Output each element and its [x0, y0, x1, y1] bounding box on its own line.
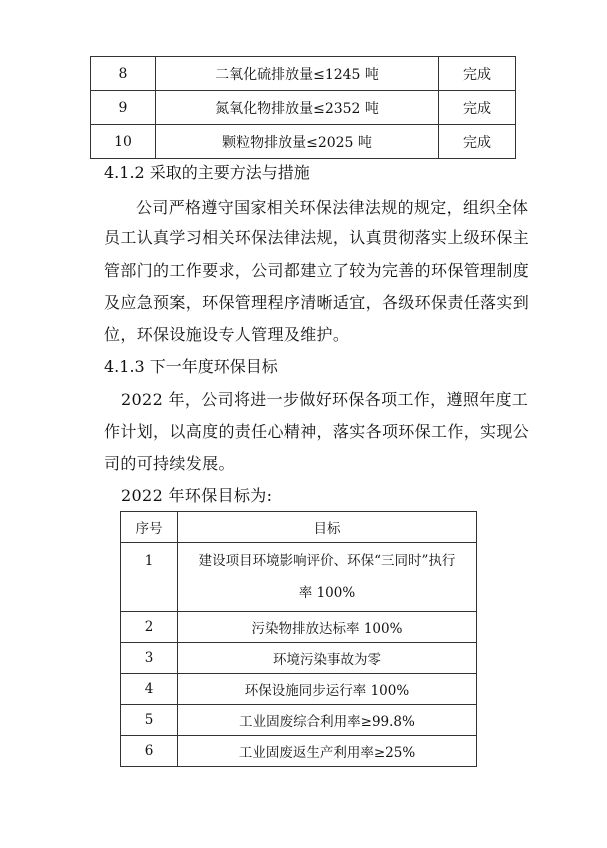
column-header-number: 序号	[121, 512, 178, 543]
table-row	[121, 736, 477, 767]
section-heading-4-1-3: 4.1.3 下一年度环保目标	[104, 357, 278, 376]
row-status: 完成	[439, 57, 516, 91]
table-row	[121, 643, 477, 674]
table-row	[121, 705, 477, 736]
paragraph-line: 司的可持续发展。	[104, 454, 235, 473]
goals-table	[120, 511, 477, 767]
paragraph-line: 及应急预案，环保管理程序清晰适宜，各级环保责任落实到	[104, 293, 530, 312]
row-number: 1	[121, 543, 178, 612]
table-row	[91, 125, 516, 159]
paragraph-line: 位，环保设施设专人管理及维护。	[104, 325, 350, 344]
table-header-row	[121, 512, 477, 543]
row-status: 完成	[439, 91, 516, 125]
row-number: 4	[121, 674, 178, 705]
paragraph-line: 管部门的工作要求，公司都建立了较为完善的环保管理制度	[104, 261, 530, 280]
row-number: 6	[121, 736, 178, 767]
row-goal: 环保设施同步运行率 100%	[178, 674, 477, 705]
section-heading-4-1-2: 4.1.2 采取的主要方法与措施	[104, 163, 310, 182]
row-number: 10	[91, 125, 156, 159]
row-goal: 工业固废返生产利用率≥25%	[178, 736, 477, 767]
row-goal-line: 率 100%	[298, 585, 356, 601]
table-row	[121, 674, 477, 705]
paragraph-line: 员工认真学习相关环保法律法规，认真贯彻落实上级环保主	[104, 228, 530, 247]
row-goal	[178, 543, 477, 612]
column-header-goal: 目标	[178, 512, 477, 543]
goals-intro: 2022 年环保目标为:	[121, 486, 273, 505]
row-number: 5	[121, 705, 178, 736]
paragraph-line: 公司严格遵守国家相关环保法律法规的规定，组织全体	[136, 198, 529, 217]
row-number: 2	[121, 612, 178, 643]
table-row	[121, 612, 477, 643]
row-number: 9	[91, 91, 156, 125]
row-goal: 污染物排放达标率 100%	[178, 612, 477, 643]
row-number: 3	[121, 643, 178, 674]
row-item: 二氧化硫排放量≤1245 吨	[156, 57, 439, 91]
row-item: 颗粒物排放量≤2025 吨	[156, 125, 439, 159]
paragraph-line: 作计划，以高度的责任心精神，落实各项环保工作，实现公	[104, 422, 530, 441]
table-row	[91, 57, 516, 91]
row-number: 8	[91, 57, 156, 91]
table-row	[121, 543, 477, 612]
row-status: 完成	[439, 125, 516, 159]
row-goal: 工业固废综合利用率≥99.8%	[178, 705, 477, 736]
results-table	[90, 56, 516, 159]
row-goal: 环境污染事故为零	[178, 643, 477, 674]
row-goal-line: 建设项目环境影响评价、环保“三同时”执行	[198, 553, 456, 569]
row-item: 氮氧化物排放量≤2352 吨	[156, 91, 439, 125]
table-row	[91, 91, 516, 125]
paragraph-line: 2022 年，公司将进一步做好环保各项工作，遵照年度工	[121, 390, 529, 409]
